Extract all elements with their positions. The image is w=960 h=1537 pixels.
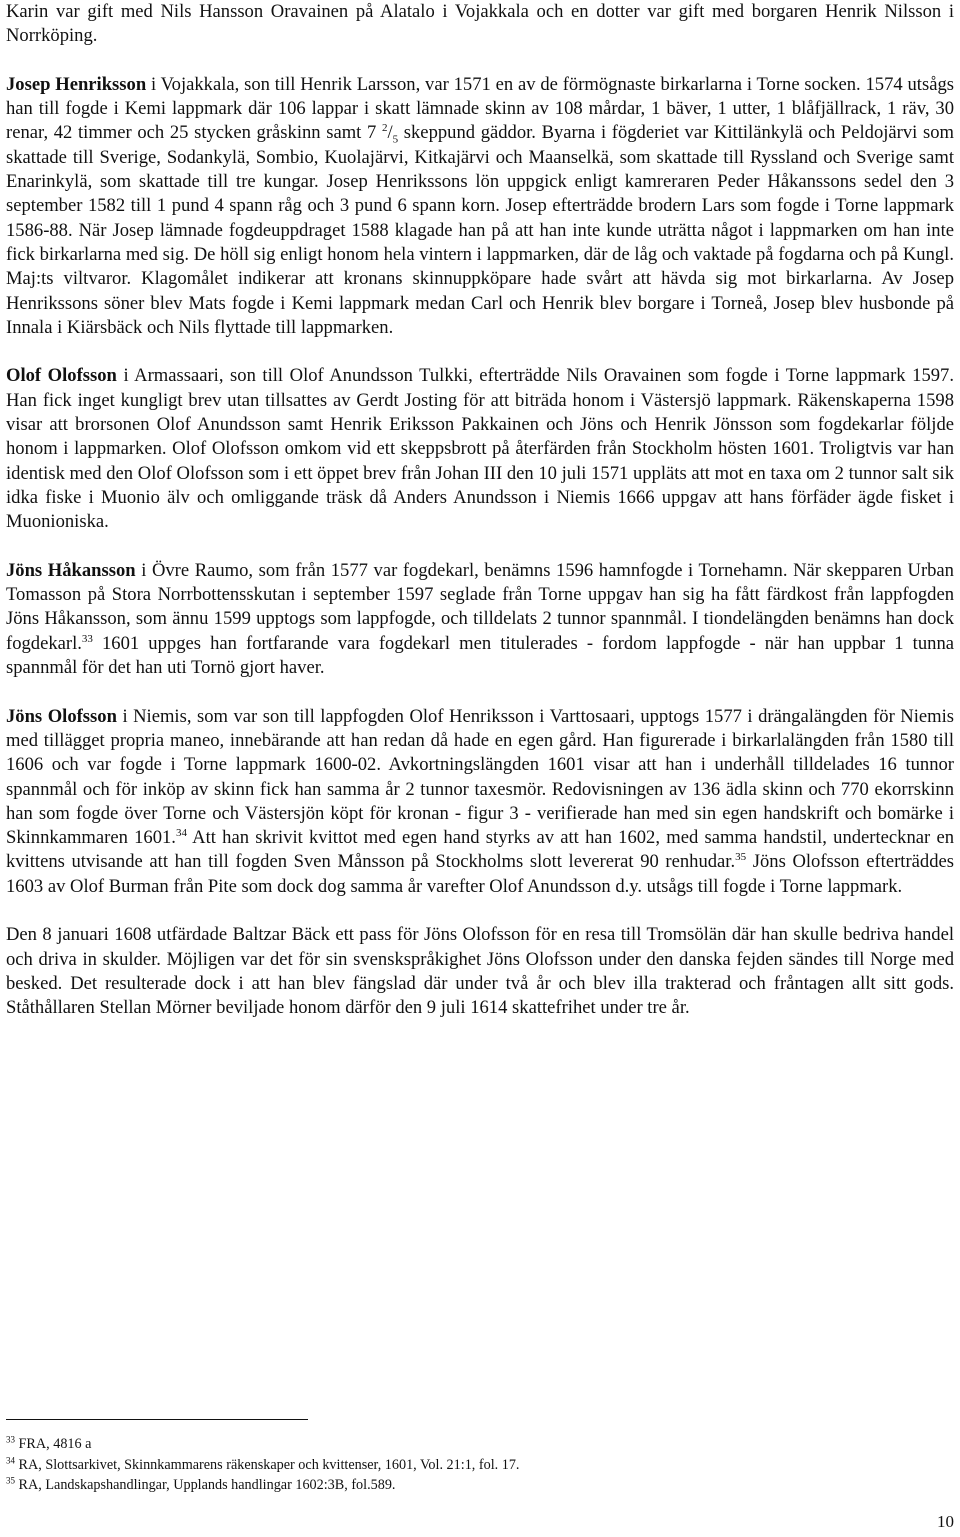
- fraction-denominator: 5: [392, 134, 399, 147]
- footnote-text: RA, Slottsarkivet, Skinnkammarens räkenskaper och kvittenser, 1601, Vol. 21:1, fol. 17.: [15, 1456, 520, 1473]
- paragraph-text: skeppund gäddor. Byarna i fögderiet var Kittilänkylä och Peldojärvi som skattade till Sverige, Sodankylä, Sombio, Kuolajärvi, Kitkajärvi och Maanselkä, som skattade till Ryssland och Sverige samt Enarinkylä, som skattade till tre kungar. Josep Henrikssons lön uppgick enligt kamreraren Peder Håkanssons sedel den 3 september 1582 till 1 pund 4 spann råg och 3 pund 6 spann korn. Josep efterträdde brodern Lars som fogde i Torne lappmark 1586-88. När Josep lämnade fogdeuppdraget 1588 klagade han på att han inte kunde uträtta något i lappmarken om han inte fick birkarlarna med sig. De höll sig enligt honom hela vintern i lappmarken, där de låg och vaktade på fogdarna och på Kungl. Maj:ts viltvaror. Klagomålet indikerar att kronans skinnuppköpare hade svårt att hävda sig mot birkarlarna. Av Josep Henrikssons söner blev Mats fogde i Kemi lappmark medan Carl och Henrik blev borgare i Torneå, Josep blev husbonde på Innala i Kiärsbäck och Nils flyttade till lappmarken.: [6, 122, 954, 338]
- paragraph-text: Jöns Olofsson efterträddes 1603 av Olof Burman från Pite som dock dog samma år varefter Olof Anundsson d.y. utsågs till fogde i Torne lappmark.: [6, 851, 954, 897]
- paragraph-text: i Övre Raumo, som från 1577 var fogdekarl, benämns 1596 hamnfogde i Tornehamn. När skepparen Urban Tomasson på Stora Norrbottensskutan i september 1597 seglade från Torne uppgav han sig ha fått färdkost från lappfogden Jöns Håkansson, som ännu 1599 upptogs som lappfogde, och tilldelats 2 tunnor spannmål. I tiondelängden benämns han dock fogdekarl.: [6, 559, 954, 654]
- paragraph-jons-hakansson: [6, 559, 954, 680]
- footnotes: [6, 1434, 906, 1496]
- page-number: 10: [937, 1512, 954, 1531]
- footnote: [6, 1455, 906, 1476]
- person-name: Olof Olofsson: [6, 365, 117, 387]
- person-name: Josep Henriksson: [6, 73, 147, 95]
- paragraph-josep-henriksson: [6, 73, 954, 340]
- paragraph-den-8-januari: Den 8 januari 1608 utfärdade Baltzar Bäck ett pass för Jöns Olofsson för en resa till Tromsölän där han skulle bedriva handel och driva in skulder. Möjligen var det för sin svenskspråkighet Jöns Olofsson under den danska fejden sändes till Norge med besked. Det resulterade dock i att han blev fängslad där under två år och blev illa trakterad och fråntagen allt sitt gods. Ståthållaren Stellan Mörner beviljade honom därför den 9 juli 1614 skattefrihet under tre år.: [6, 924, 954, 1019]
- footnote-number: 33: [6, 1434, 15, 1445]
- person-name: Jöns Håkansson: [6, 559, 136, 581]
- footnote-number: 35: [6, 1475, 15, 1486]
- fraction-slash: /: [387, 122, 393, 144]
- document-page: [6, 0, 954, 1020]
- paragraph-jons-olofsson: [6, 705, 954, 899]
- paragraph-olof-olofsson: [6, 364, 954, 534]
- footnote: [6, 1434, 906, 1455]
- footnote-text: FRA, 4816 a: [15, 1436, 92, 1452]
- paragraph-text: 1601 uppges han fortfarande vara fogdekarl men titulerades - fordom lappfogde - när han uppbar 1 tunna spannmål för det han uti Tornö gjort haver.: [6, 632, 954, 679]
- paragraph-text: i Vojakkala, son till Henrik Larsson, var 1571 en av de förmögnaste birkarlarna i Torne socken. 1574 utsågs han till fogde i Kemi lappmark där 106 lappar i skatt lämnade skinn av 108 mårdar, 1 bäver, 1 utter, 1 blåfjällrack, 1 räv, 30 renar, 42 timmer och 25 stycken gråskinn samt 7: [6, 73, 954, 144]
- footnote-divider: [6, 1419, 308, 1420]
- paragraph-karin: Karin var gift med Nils Hansson Oravainen på Alatalo i Vojakkala och en dotter var gift med borgaren Henrik Nilsson i Norrköping.: [6, 1, 954, 47]
- footnote-ref[interactable]: 35: [735, 851, 747, 864]
- footnote-number: 34: [6, 1454, 15, 1465]
- paragraph-text: i Armassaari, son till Olof Anundsson Tulkki, efterträdde Nils Oravainen som fogde i Torne lappmark 1597. Han fick inget kungligt brev utan tillsattes av Gerdt Josting för att biträda honom i Västersjö lappmark. Räkenskaperna 1598 visar att brorsonen Olof Anundsson samt Henrik Eriksson Pakkainen och Jöns och Henrik Jönsson som fogdekarlar följde honom i lappmarken. Olof Olofsson omkom vid ett skeppsbrott på återfärden från Stockholm hösten 1601. Troligtvis var han identisk med den Olof Olofsson som i ett öppet brev från Johan III den 10 juli 1571 uppläts att mot en taxa om 2 tunnor salt sik idka fiske i Muonio älv och omliggande träsk då Anders Anundsson i Niemis 1666 uppgav att hans förfäder ägde fisket i Muonioniska.: [6, 365, 954, 533]
- paragraph-text: i Niemis, som var son till lappfogden Olof Henriksson i Varttosaari, upptogs 1577 i drängalängden för Niemis med tillägget propria maneo, innebärande att han redan då hade en egen gård. Han figurerade i birkarlalängden från 1580 till 1606 och var fogde i Torne lappmark 1600-02. Avkortningslängden 1601 visar att han i underhåll tilldelades 16 tunnor spannmål och för inköp av skinn fick han samma år 2 tunnor taxesmör. Redovisningen av 136 ädla skinn och 770 ekorrskinn han som fogde över Torne och Västersjön köpt för kronan - figur 3 - verifierade han med sin egen handskrift och bomärke i Skinnkammaren 1601.: [6, 705, 954, 849]
- paragraph-text: Att han skrivit kvittot med egen hand styrks av att han 1602, med samma handstil, undertecknar en kvittens utvisande att han till fogden Sven Månsson på Stockholms slott levererat 90 renhudar.: [6, 827, 954, 873]
- footnote-ref[interactable]: 33: [81, 632, 93, 645]
- footnote: [6, 1475, 906, 1496]
- fraction-numerator: 2: [381, 122, 388, 135]
- person-name: Jöns Olofsson: [6, 705, 117, 727]
- footnote-text: RA, Landskapshandlingar, Upplands handlingar 1602:3B, fol.589.: [15, 1477, 396, 1493]
- footnote-ref[interactable]: 34: [175, 826, 187, 839]
